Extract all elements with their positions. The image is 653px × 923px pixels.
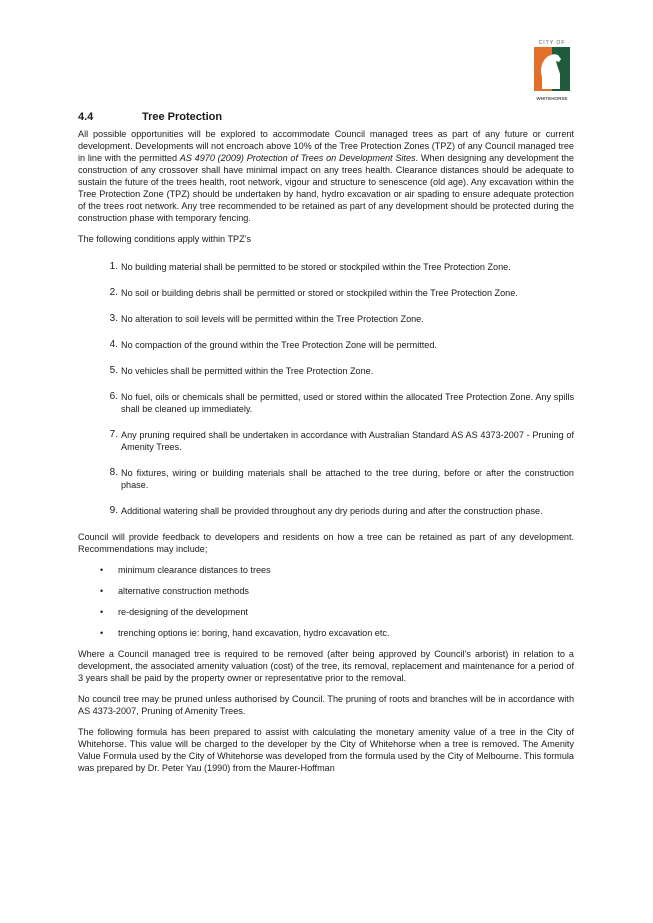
bullet-icon: •	[100, 607, 104, 617]
intro-text-a: All possible opportunities will be explored to accommodate Council managed trees as part of any future or current development. Developments will not encroach above 10% of the Tree Protection Zones (TPZ) of any Council managed tree in line with the permitted	[78, 129, 574, 163]
condition-item	[78, 505, 574, 517]
bullet-icon: •	[100, 586, 104, 596]
condition-number: 9.	[109, 505, 118, 516]
condition-text: No alteration to soil levels will be permitted within the Tree Protection Zone.	[121, 314, 424, 324]
recommendation-item	[78, 606, 574, 618]
condition-text: No soil or building debris shall be permitted or stored or stockpiled within the Tree Protection Zone.	[121, 288, 518, 298]
condition-number: 2.	[109, 287, 118, 298]
condition-text: No building material shall be permitted to be stored or stockpiled within the Tree Protection Zone.	[121, 262, 511, 272]
condition-item	[78, 287, 574, 299]
condition-text: No compaction of the ground within the Tree Protection Zone will be permitted.	[121, 340, 437, 350]
recommendation-item	[78, 627, 574, 639]
intro-paragraph	[78, 128, 574, 224]
condition-item	[78, 313, 574, 325]
condition-number: 5.	[109, 365, 118, 376]
condition-text: Additional watering shall be provided throughout any dry periods during and after the construction phase.	[121, 506, 543, 516]
condition-number: 3.	[109, 313, 118, 324]
pruning-paragraph: No council tree may be pruned unless authorised by Council. The pruning of roots and branches will be in accordance with AS 4373-2007, Pruning of Amenity Trees.	[78, 694, 574, 716]
condition-text: Any pruning required shall be undertaken in accordance with Australian Standard AS AS 4373-2007 - Pruning of Amenity Trees.	[121, 430, 574, 452]
city-of-whitehorse-logo	[530, 40, 574, 100]
section-title: Tree Protection	[142, 111, 223, 123]
condition-item	[78, 339, 574, 351]
recommendation-item	[78, 585, 574, 597]
bullet-icon: •	[100, 628, 104, 638]
condition-text: No vehicles shall be permitted within the Tree Protection Zone.	[121, 366, 374, 376]
document-body	[78, 110, 574, 783]
standard-reference: AS 4970 (2009) Protection of Trees on Development Sites.	[179, 153, 419, 163]
condition-item	[78, 429, 574, 453]
removal-paragraph: Where a Council managed tree is required to be removed (after being approved by Council’s arborist) in relation to a development, the associated amenity valuation (cost) of the tree, its removal, replacement and maintenance for a period of 3 years shall be paid by the property owner or representative prior to the removal.	[78, 649, 574, 683]
recommendation-text: re-designing of the development	[118, 607, 248, 617]
conditions-intro: The following conditions apply within TPZ’s	[78, 234, 252, 244]
horse-emblem-icon	[530, 47, 574, 91]
condition-text: No fixtures, wiring or building materials shall be attached to the tree during, before or after the construction phase.	[121, 468, 574, 490]
condition-number: 1.	[109, 261, 118, 272]
section-number: 4.4	[78, 111, 94, 123]
logo-top-text: CITY OF	[538, 40, 566, 46]
condition-number: 6.	[109, 391, 118, 402]
condition-item	[78, 261, 574, 273]
condition-number: 8.	[109, 467, 118, 478]
formula-paragraph: The following formula has been prepared to assist with calculating the monetary amenity value of a tree in the City of Whitehorse. This value will be charged to the developer by the City of Whitehorse when a tree is removed. The Amenity Value Formula used by the City of Whitehorse was developed from the formula used by the City of Melbourne. This formula was prepared by Dr. Peter Yau (1990) from the Maurer-Hoffman	[78, 727, 574, 773]
feedback-paragraph: Council will provide feedback to developers and residents on how a tree can be retained as part of any development. Recommendations may include;	[78, 532, 574, 554]
intro-text-b: When designing any development the construction of any crossover shall have minimal impact on any trees health. Clearance distances should be adequate to sustain the future of the trees health, root network, vigour and structure to senescence (old age). Any excavation within the Tree Protection Zone (TPZ) should be undertaken by hand, hydro excavation or air spading to ensure adequate protection of the trees root network. Any tree recommended to be retained as part of any development should be protected during the construction phase with temporary fencing.	[78, 153, 574, 223]
condition-text: No fuel, oils or chemicals shall be permitted, used or stored within the allocated Tree Protection Zone. Any spills shall be cleaned up immediately.	[121, 392, 574, 414]
recommendation-text: trenching options ie: boring, hand excavation, hydro excavation etc.	[118, 628, 390, 638]
recommendation-item	[78, 564, 574, 576]
bullet-icon: •	[100, 565, 104, 575]
conditions-list	[78, 261, 574, 517]
logo-bottom-text: WHITEHORSE	[536, 96, 568, 101]
recommendation-text: alternative construction methods	[118, 586, 249, 596]
section-heading	[78, 110, 574, 124]
condition-number: 7.	[109, 429, 118, 440]
condition-item	[78, 365, 574, 377]
condition-item	[78, 391, 574, 415]
recommendation-text: minimum clearance distances to trees	[118, 565, 271, 575]
condition-number: 4.	[109, 339, 118, 350]
recommendations-list	[78, 564, 574, 639]
condition-item	[78, 467, 574, 491]
